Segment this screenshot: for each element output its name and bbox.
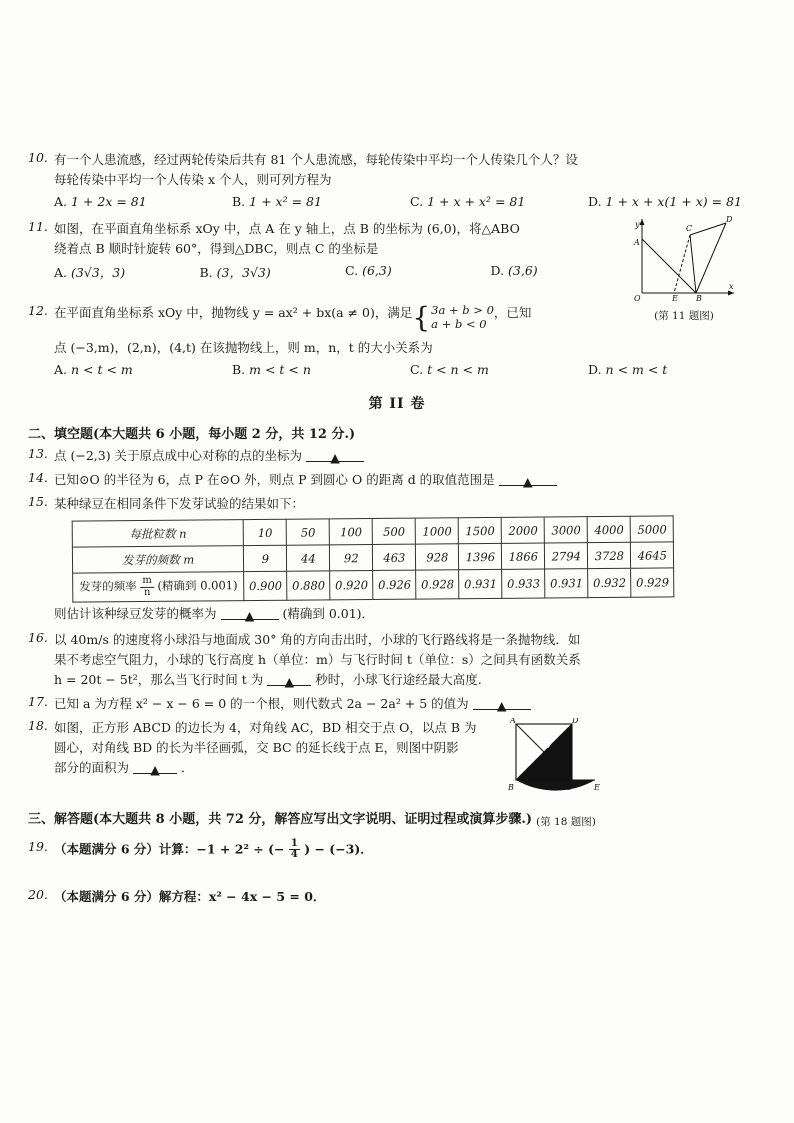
- after-blank-text: (精确到 0.01)．: [282, 605, 375, 621]
- option-text: (3，3√3): [216, 265, 271, 280]
- cell: 4000: [587, 516, 630, 542]
- question-13: [28, 446, 766, 466]
- option-d[interactable]: [588, 362, 766, 377]
- cell: 2000: [502, 517, 545, 543]
- svg-text:O: O: [544, 740, 551, 750]
- cell: 0.931: [545, 568, 588, 597]
- question-text: 某种绿豆在相同条件下发芽试验的结果如下：: [54, 495, 305, 511]
- cell: 9: [244, 545, 287, 571]
- svg-text:C: C: [566, 782, 573, 792]
- option-text: 1 + x + x(1 + x) = 81: [605, 194, 742, 209]
- fraction-denominator: n: [143, 586, 151, 598]
- question-10-options: [54, 194, 766, 209]
- question-text: 点 (−2,3) 关于原点成中心对称的点的坐标为: [54, 447, 303, 463]
- row-header: 每批粒数 n: [72, 519, 244, 546]
- option-text: (6,3): [362, 263, 392, 278]
- cell: 100: [330, 518, 373, 544]
- option-b[interactable]: [200, 263, 346, 281]
- cell: 10: [244, 519, 287, 545]
- answer-blank[interactable]: ▲: [473, 696, 531, 710]
- row-header-main: 发芽的频率: [79, 578, 137, 594]
- row-header-tail: (精确到 0.001): [157, 577, 238, 593]
- table-row: [73, 568, 675, 602]
- question-number: 12.: [28, 303, 48, 318]
- svg-text:D: D: [726, 215, 733, 224]
- question-text-cont: 果不考虑空气阻力，小球的飞行高度 h（单位：m）与飞行时间 t（单位：s）之间具有函数关系: [54, 651, 581, 667]
- option-text: n < t < m: [71, 361, 133, 377]
- option-d[interactable]: [491, 263, 637, 281]
- option-label: A.: [54, 194, 68, 209]
- cell: 1866: [502, 543, 545, 569]
- cell: 44: [287, 545, 330, 571]
- option-c[interactable]: [345, 263, 491, 281]
- coordinate-diagram-icon: [630, 215, 738, 301]
- question-text-cont: 每轮传染中平均一个人传染 x 个人，则可列方程为: [54, 172, 332, 187]
- svg-text:E: E: [672, 294, 678, 301]
- svg-text:E: E: [594, 782, 600, 792]
- question-number: 18.: [28, 717, 48, 733]
- question-number: 15.: [28, 493, 48, 509]
- option-a[interactable]: [54, 263, 200, 281]
- option-label: A.: [54, 361, 68, 377]
- question-text-tail: ) − (−3)．: [304, 841, 373, 857]
- question-12-options: [54, 362, 766, 377]
- option-text: (3,6): [508, 263, 538, 278]
- question-text-cont2: [54, 670, 766, 690]
- question-text-3: h = 20t − 5t²，那么当飞行时间 t 为: [54, 671, 264, 687]
- question-19: [28, 839, 766, 861]
- svg-text:y: y: [635, 220, 640, 229]
- cell: 1396: [459, 543, 502, 569]
- cell: 928: [416, 544, 459, 570]
- cell: 0.932: [588, 568, 631, 597]
- question-number: 13.: [28, 445, 48, 461]
- question-text-3: 部分的面积为: [54, 759, 130, 775]
- question-number: 11.: [28, 219, 48, 234]
- row-header: 发芽的频数 m: [72, 545, 244, 572]
- option-text: (3√3，3): [71, 265, 126, 280]
- brace-row-1: 3a + b > 0: [431, 303, 494, 317]
- question-15-after-table: [54, 604, 766, 624]
- brace-row-2: a + b < 0: [431, 317, 487, 332]
- part-two-heading: 第 II 卷: [368, 395, 426, 412]
- cell: 0.931: [459, 569, 502, 598]
- system-brace: [412, 300, 494, 334]
- option-text: n < m < t: [605, 361, 668, 377]
- option-label: A.: [54, 265, 68, 280]
- svg-text:B: B: [508, 782, 514, 792]
- section-answer-heading: 三、解答题(本大题共 8 小题，共 72 分，解答应写出文字说明、证明过程或演算步骤.): [28, 811, 533, 827]
- answer-blank[interactable]: ▲: [306, 448, 364, 462]
- question-17: [28, 694, 766, 714]
- question-text-tail: ，已知: [493, 305, 532, 320]
- cell: 92: [330, 544, 373, 570]
- question-text: 已知⊙O 的半径为 6，点 P 在⊙O 外，则点 P 到圆心 O 的距离 d 的取值范围是: [54, 471, 495, 487]
- experiment-table: [72, 515, 675, 602]
- question-number: 16.: [28, 629, 48, 645]
- option-b[interactable]: [232, 362, 410, 377]
- cell: 1500: [459, 517, 502, 543]
- row-header-frequency: [73, 571, 245, 601]
- option-label: D.: [588, 361, 602, 377]
- option-label: B.: [232, 361, 246, 377]
- square-arc-shaded-icon: [506, 718, 626, 810]
- option-label: B.: [199, 265, 213, 280]
- page-content: [28, 150, 766, 911]
- question-text-cont: 点 (−3,m)，(2,n)，(4,t) 在该抛物线上，则 m，n，t 的大小关系为: [54, 339, 433, 355]
- option-text: m < t < n: [249, 361, 311, 377]
- question-text: 已知 a 为方程 x² − x − 6 = 0 的一个根，则代数式 2a − 2a² + 5 的值为: [54, 695, 469, 711]
- option-a[interactable]: [54, 194, 232, 209]
- question-number: 20.: [28, 886, 48, 902]
- svg-text:A: A: [510, 717, 516, 725]
- question-number: 17.: [28, 693, 48, 709]
- svg-text:A: A: [634, 238, 640, 247]
- option-text: t < n < m: [427, 361, 489, 377]
- cell: 500: [373, 518, 416, 544]
- question-text: 有一个人患流感，经过两轮传染后共有 81 个人患流感，每轮传染中平均一个人传染几个人？设: [54, 152, 578, 167]
- cell: 50: [287, 519, 330, 545]
- cell: 3728: [588, 542, 631, 568]
- svg-text:C: C: [686, 224, 693, 233]
- option-d[interactable]: [588, 194, 766, 209]
- brace-glyph: {: [412, 300, 431, 334]
- question-text-cont: 绕着点 B 顺时针旋转 60°，得到△DBC，则点 C 的坐标是: [54, 241, 379, 256]
- fraction-numerator: 1: [290, 837, 298, 849]
- cell: 5000: [630, 516, 673, 542]
- after-blank-text: 秒时，小球飞行途经最大高度.: [315, 671, 482, 687]
- option-label: D.: [588, 194, 602, 209]
- answer-blank[interactable]: ▲: [499, 472, 557, 486]
- question-18: [28, 718, 766, 778]
- svg-text:x: x: [729, 282, 734, 291]
- figure-question-18: [506, 717, 626, 828]
- option-c[interactable]: [410, 362, 588, 377]
- after-table-text: 则估计该种绿豆发芽的概率为: [54, 605, 217, 621]
- cell: 1000: [416, 518, 459, 544]
- cell: 2794: [545, 542, 588, 568]
- cell: 0.933: [502, 569, 545, 598]
- option-text: 1 + x² = 81: [249, 194, 322, 209]
- cell: 0.929: [631, 568, 674, 597]
- question-15: [28, 494, 766, 514]
- question-text: 如图，在平面直角坐标系 xOy 中，点 A 在 y 轴上，点 B 的坐标为 (6,0)，将△ABO: [54, 221, 520, 236]
- section-fill-blank-heading: 二、填空题(本大题共 6 小题，每小题 2 分，共 12 分.): [28, 426, 356, 442]
- option-label: C.: [410, 194, 424, 209]
- question-20: [28, 887, 766, 907]
- option-a[interactable]: [54, 362, 232, 377]
- question-text: 在平面直角坐标系 xOy 中，抛物线 y = ax² + bx(a ≠ 0)，满足: [54, 305, 413, 320]
- figure-caption: (第 11 题图): [654, 310, 714, 322]
- cell: 4645: [631, 542, 674, 568]
- cell: 463: [373, 544, 416, 570]
- option-text: 1 + x + x² = 81: [427, 194, 526, 209]
- figure-question-11: [630, 215, 738, 322]
- option-label: C.: [410, 361, 424, 377]
- cell: 0.926: [373, 570, 416, 599]
- question-text-cont2: [54, 758, 506, 778]
- question-text-cont: 圆心，对角线 BD 的长为半径画弧，交 BC 的延长线于点 E，则图中阴影: [54, 739, 459, 755]
- cell: 0.880: [287, 571, 330, 600]
- question-text: 以 40m/s 的速度将小球沿与地面成 30° 角的方向击出时，小球的飞行路线将是一条抛物线．如: [54, 631, 581, 647]
- svg-text:B: B: [696, 294, 702, 301]
- option-text: 1 + 2x = 81: [71, 194, 147, 209]
- question-number: 10.: [28, 150, 48, 165]
- fraction-numerator: m: [140, 576, 154, 588]
- cell: 3000: [544, 516, 587, 542]
- question-16: [28, 630, 766, 690]
- option-b[interactable]: [232, 194, 410, 209]
- option-label: B.: [232, 194, 246, 209]
- fraction-one-fourth: [289, 839, 300, 861]
- svg-text:D: D: [572, 717, 579, 725]
- cell: 0.928: [416, 570, 459, 599]
- figure-caption: (第 18 题图): [536, 815, 596, 828]
- option-c[interactable]: [410, 194, 588, 209]
- question-number: 19.: [28, 838, 48, 854]
- question-text: 如图，正方形 ABCD 的边长为 4，对角线 AC，BD 相交于点 O，以点 B 为: [54, 719, 477, 735]
- cell: 0.920: [330, 570, 373, 599]
- cell: 0.900: [244, 571, 287, 600]
- svg-text:O: O: [634, 294, 641, 301]
- option-label: C.: [345, 263, 359, 278]
- fraction-m-over-n: [140, 576, 154, 598]
- question-text: （本题满分 6 分）解方程：x² − 4x − 5 = 0．: [54, 888, 326, 904]
- answer-blank[interactable]: ▲: [267, 672, 311, 686]
- option-label: D.: [490, 263, 505, 278]
- question-14: [28, 470, 766, 490]
- answer-blank[interactable]: ▲: [133, 760, 177, 774]
- after-blank-text: ．: [180, 759, 194, 775]
- question-number: 14.: [28, 469, 48, 485]
- question-text: （本题满分 6 分）计算：−1 + 2² ÷ (−: [54, 841, 285, 857]
- fraction-denominator: 4: [290, 849, 298, 861]
- answer-blank[interactable]: ▲: [221, 606, 279, 620]
- question-10: [28, 150, 766, 190]
